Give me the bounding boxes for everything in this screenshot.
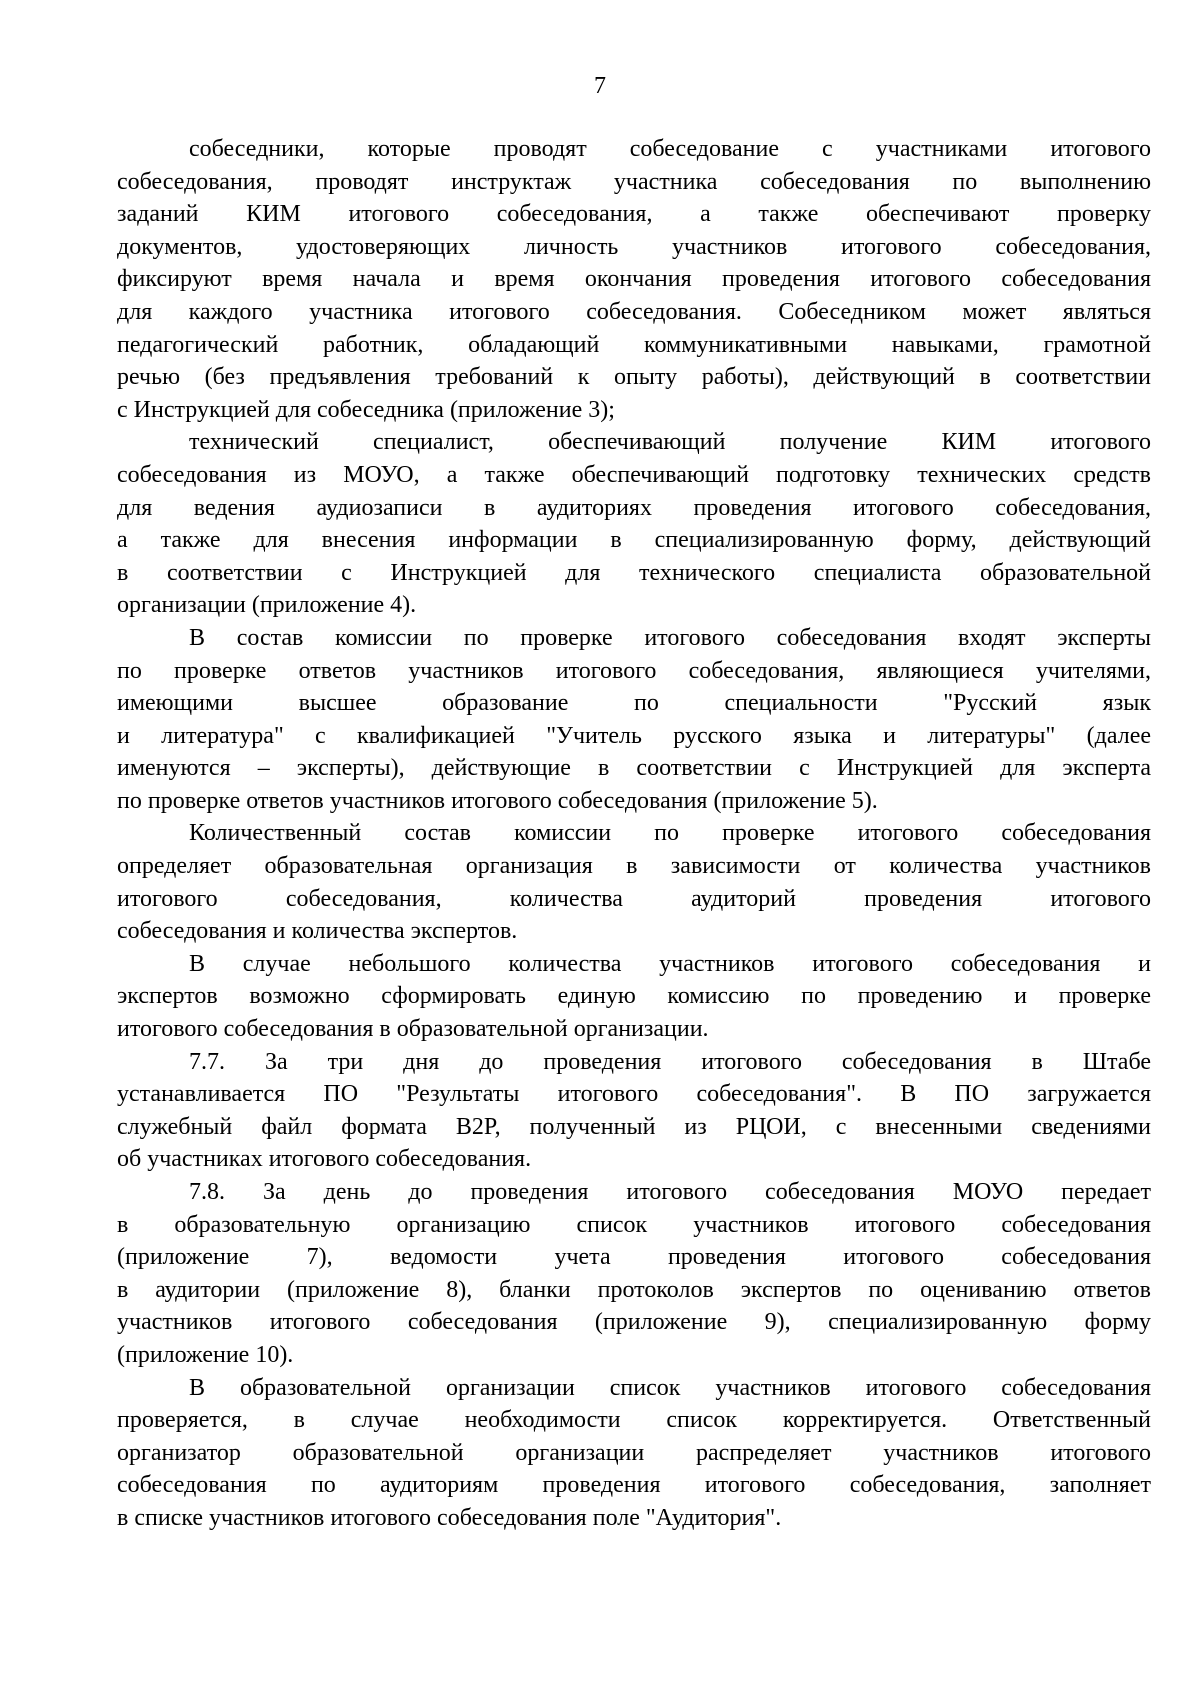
- text-line: имеющими высшее образование по специальности "Русский язык: [117, 690, 1151, 717]
- text-line: В образовательной организации список участников итогового собеседования: [189, 1374, 1151, 1401]
- text-line: Количественный состав комиссии по проверке итогового собеседования: [189, 820, 1151, 847]
- text-line: итогового собеседования в образовательной организации.: [117, 1016, 709, 1043]
- document-body: [117, 133, 1151, 1535]
- text-line: в соответствии с Инструкцией для технического специалиста образовательной: [117, 559, 1151, 586]
- text-line: технический специалист, обеспечивающий получение КИМ итогового: [189, 429, 1151, 456]
- text-line: собеседования из МОУО, а также обеспечивающий подготовку технических средств: [117, 461, 1151, 488]
- page-number: 7: [594, 73, 606, 99]
- text-line: об участниках итогового собеседования.: [117, 1146, 532, 1173]
- text-line: В состав комиссии по проверке итогового собеседования входят эксперты: [189, 624, 1151, 651]
- text-line: (приложение 7), ведомости учета проведения итогового собеседования: [117, 1244, 1151, 1271]
- text-line: в аудитории (приложение 8), бланки протоколов экспертов по оцениванию ответов: [117, 1276, 1151, 1303]
- text-line: собеседники, которые проводят собеседование с участниками итогового: [189, 136, 1151, 162]
- text-line: с Инструкцией для собеседника (приложение 3);: [117, 396, 615, 423]
- text-line: (приложение 10).: [117, 1341, 294, 1368]
- text-line: собеседования и количества экспертов.: [117, 918, 518, 945]
- text-line: речью (без предъявления требований к опыту работы), действующий в соответствии: [117, 364, 1151, 391]
- text-line: организации (приложение 4).: [117, 592, 417, 619]
- text-line: в образовательную организацию список участников итогового собеседования: [117, 1211, 1151, 1238]
- text-line: именуются – эксперты), действующие в соответствии с Инструкцией для эксперта: [117, 755, 1151, 782]
- text-line: 7.7. За три дня до проведения итогового собеседования в Штабе: [189, 1048, 1151, 1075]
- text-line: документов, удостоверяющих личность участников итогового собеседования,: [117, 233, 1151, 260]
- text-line: определяет образовательная организация в зависимости от количества участников: [117, 853, 1151, 880]
- text-line: по проверке ответов участников итогового собеседования (приложение 5).: [117, 787, 878, 814]
- text-line: В случае небольшого количества участников итогового собеседования и: [189, 950, 1151, 977]
- text-line: участников итогового собеседования (приложение 9), специализированную форму: [117, 1309, 1151, 1336]
- text-line: собеседования по аудиториям проведения итогового собеседования, заполняет: [117, 1472, 1151, 1499]
- text-line: экспертов возможно сформировать единую комиссию по проведению и проверке: [117, 983, 1151, 1010]
- text-line: для каждого участника итогового собеседования. Собеседником может являться: [117, 298, 1151, 325]
- text-line: 7.8. За день до проведения итогового собеседования МОУО передает: [189, 1179, 1151, 1205]
- text-line: фиксируют время начала и время окончания проведения итогового собеседования: [117, 266, 1151, 293]
- text-line: устанавливается ПО "Результаты итогового собеседования". В ПО загружается: [117, 1081, 1151, 1108]
- text-line: собеседования, проводят инструктаж участника собеседования по выполнению: [117, 168, 1151, 195]
- text-line: и литература" с квалификацией "Учитель русского языка и литературы" (далее: [117, 722, 1151, 749]
- text-line: для ведения аудиозаписи в аудиториях проведения итогового собеседования,: [117, 494, 1151, 521]
- text-line: организатор образовательной организации распределяет участников итогового: [117, 1439, 1151, 1466]
- text-line: служебный файл формата B2P, полученный из РЦОИ, с внесенными сведениями: [117, 1113, 1151, 1140]
- text-line: а также для внесения информации в специализированную форму, действующий: [117, 527, 1151, 554]
- text-line: в списке участников итогового собеседования поле "Аудитория".: [117, 1504, 782, 1531]
- text-line: итогового собеседования, количества аудиторий проведения итогового: [117, 885, 1151, 912]
- text-line: заданий КИМ итогового собеседования, а также обеспечивают проверку: [117, 201, 1151, 228]
- text-line: по проверке ответов участников итогового собеседования, являющиеся учителями,: [117, 657, 1151, 684]
- text-line: педагогический работник, обладающий коммуникативными навыками, грамотной: [117, 331, 1151, 358]
- text-line: проверяется, в случае необходимости список корректируется. Ответственный: [117, 1407, 1151, 1434]
